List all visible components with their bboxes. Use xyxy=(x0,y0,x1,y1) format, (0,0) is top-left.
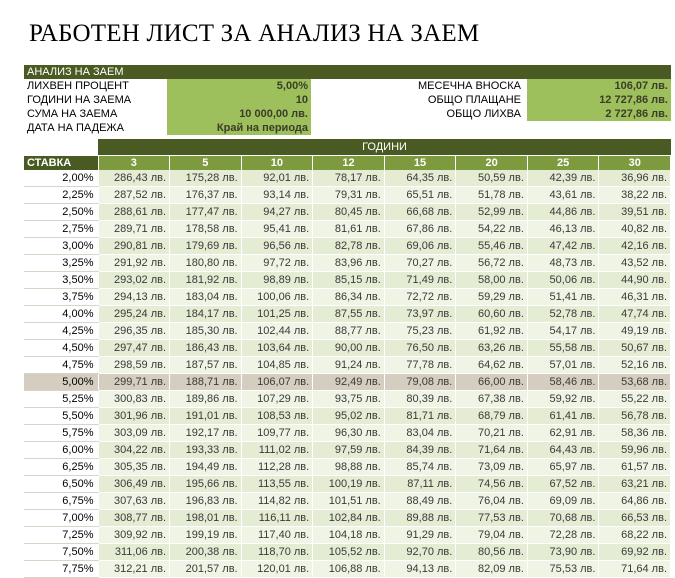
payment-cell[interactable]: 298,59 лв. xyxy=(98,357,170,374)
payment-cell[interactable]: 104,18 лв. xyxy=(313,527,385,544)
payment-cell[interactable]: 62,91 лв. xyxy=(527,425,599,442)
rate-cell[interactable]: 6,00% xyxy=(24,442,98,459)
payment-cell[interactable]: 196,83 лв. xyxy=(170,493,242,510)
payment-cell[interactable]: 52,99 лв. xyxy=(456,204,528,221)
payment-cell[interactable]: 64,35 лв. xyxy=(384,170,456,187)
payment-cell[interactable]: 289,71 лв. xyxy=(98,221,170,238)
year-column-header: 20 xyxy=(456,156,528,170)
payment-cell[interactable]: 75,23 лв. xyxy=(384,323,456,340)
payment-cell[interactable]: 51,78 лв. xyxy=(456,187,528,204)
payment-cell[interactable]: 286,43 лв. xyxy=(98,170,170,187)
loan-summary xyxy=(24,79,671,135)
rate-cell[interactable]: 7,25% xyxy=(24,527,98,544)
payment-cell[interactable]: 186,43 лв. xyxy=(170,340,242,357)
payment-cell[interactable]: 80,39 лв. xyxy=(384,391,456,408)
payment-cell[interactable]: 50,06 лв. xyxy=(527,272,599,289)
payment-cell[interactable]: 92,70 лв. xyxy=(384,544,456,561)
total-payment-label: ОБЩО ПЛАЩАНЕ xyxy=(427,94,521,106)
payment-cell[interactable]: 79,08 лв. xyxy=(384,374,456,391)
rate-cell[interactable]: 5,75% xyxy=(24,425,98,442)
payment-cell[interactable]: 177,47 лв. xyxy=(170,204,242,221)
payment-cell[interactable]: 49,19 лв. xyxy=(599,323,671,340)
payment-cell[interactable]: 57,01 лв. xyxy=(527,357,599,374)
year-column-header: 3 xyxy=(98,156,170,170)
rate-cell[interactable]: 7,50% xyxy=(24,544,98,561)
payment-cell[interactable]: 102,44 лв. xyxy=(241,323,313,340)
payment-cell[interactable]: 199,19 лв. xyxy=(170,527,242,544)
payment-cell[interactable]: 85,74 лв. xyxy=(384,459,456,476)
payment-cell[interactable]: 86,34 лв. xyxy=(313,289,385,306)
payment-cell[interactable]: 112,28 лв. xyxy=(241,459,313,476)
table-row xyxy=(24,476,671,493)
payment-cell[interactable]: 304,22 лв. xyxy=(98,442,170,459)
rate-cell[interactable]: 6,75% xyxy=(24,493,98,510)
payment-cell[interactable]: 97,72 лв. xyxy=(241,255,313,272)
monthly-payment-label: МЕСЕЧНА ВНОСКА xyxy=(418,80,521,92)
payment-cell[interactable]: 114,82 лв. xyxy=(241,493,313,510)
payment-cell[interactable]: 76,50 лв. xyxy=(384,340,456,357)
payment-cell[interactable]: 66,68 лв. xyxy=(384,204,456,221)
payment-cell[interactable]: 55,58 лв. xyxy=(527,340,599,357)
rate-cell[interactable]: 5,25% xyxy=(24,391,98,408)
payment-cell[interactable]: 59,29 лв. xyxy=(456,289,528,306)
payment-cell[interactable]: 46,13 лв. xyxy=(527,221,599,238)
payment-cell[interactable]: 306,49 лв. xyxy=(98,476,170,493)
table-row xyxy=(24,306,671,323)
payment-cell[interactable]: 85,15 лв. xyxy=(313,272,385,289)
payment-cell[interactable]: 193,33 лв. xyxy=(170,442,242,459)
interest-rate-input[interactable]: 5,00% xyxy=(167,79,311,93)
rate-cell[interactable]: 3,50% xyxy=(24,272,98,289)
payment-cell[interactable]: 80,56 лв. xyxy=(456,544,528,561)
due-date-label: ДАТА НА ПАДЕЖА xyxy=(27,122,124,134)
payment-cell[interactable]: 76,04 лв. xyxy=(456,493,528,510)
payment-cell[interactable]: 55,46 лв. xyxy=(456,238,528,255)
interest-rate-label: ЛИХВЕН ПРОЦЕНТ xyxy=(27,80,129,92)
table-row xyxy=(24,323,671,340)
payment-cell[interactable]: 84,39 лв. xyxy=(384,442,456,459)
payment-cell[interactable]: 200,38 лв. xyxy=(170,544,242,561)
payment-cell[interactable]: 303,09 лв. xyxy=(98,425,170,442)
payment-cell[interactable]: 77,53 лв. xyxy=(456,510,528,527)
payment-cell[interactable]: 50,59 лв. xyxy=(456,170,528,187)
payment-cell[interactable]: 307,63 лв. xyxy=(98,493,170,510)
payment-cell[interactable]: 70,27 лв. xyxy=(384,255,456,272)
payment-cell[interactable]: 92,01 лв. xyxy=(241,170,313,187)
payment-cell[interactable]: 308,77 лв. xyxy=(98,510,170,527)
payment-cell[interactable]: 67,52 лв. xyxy=(527,476,599,493)
loan-amount-label: СУМА НА ЗАЕМА xyxy=(27,108,118,120)
table-row xyxy=(24,391,671,408)
payment-cell[interactable]: 65,97 лв. xyxy=(527,459,599,476)
table-row xyxy=(24,527,671,544)
payment-cell[interactable]: 43,52 лв. xyxy=(599,255,671,272)
page-title: РАБОТЕН ЛИСТ ЗА АНАЛИЗ НА ЗАЕМ xyxy=(29,20,480,47)
years-header: ГОДИНИ xyxy=(98,139,671,155)
total-interest-value[interactable]: 2 727,86 лв. xyxy=(527,107,671,121)
payment-cell[interactable]: 94,13 лв. xyxy=(384,561,456,578)
table-header-row xyxy=(24,156,671,170)
loan-amount-input[interactable]: 10 000,00 лв. xyxy=(167,107,311,121)
payment-cell[interactable]: 59,92 лв. xyxy=(527,391,599,408)
table-row xyxy=(24,238,671,255)
payment-cell[interactable]: 73,90 лв. xyxy=(527,544,599,561)
summary-row-interest xyxy=(24,79,671,93)
table-row xyxy=(24,493,671,510)
payment-cell[interactable]: 176,37 лв. xyxy=(170,187,242,204)
payment-cell[interactable]: 97,59 лв. xyxy=(313,442,385,459)
rate-cell[interactable]: 2,00% xyxy=(24,170,98,187)
total-interest-label: ОБЩО ЛИХВА xyxy=(446,108,521,120)
payment-cell[interactable]: 67,86 лв. xyxy=(384,221,456,238)
due-date-select[interactable]: Край на периода xyxy=(167,121,311,135)
monthly-payment-value[interactable]: 106,07 лв. xyxy=(527,79,671,93)
payment-cell[interactable]: 68,79 лв. xyxy=(456,408,528,425)
year-column-header: 15 xyxy=(384,156,456,170)
payment-cell[interactable]: 72,28 лв. xyxy=(527,527,599,544)
payment-cell[interactable]: 116,11 лв. xyxy=(241,510,313,527)
payment-cell[interactable]: 48,73 лв. xyxy=(527,255,599,272)
payment-cell[interactable]: 42,16 лв. xyxy=(599,238,671,255)
payment-cell[interactable]: 63,26 лв. xyxy=(456,340,528,357)
payment-cell[interactable]: 36,96 лв. xyxy=(599,170,671,187)
payment-cell[interactable]: 54,17 лв. xyxy=(527,323,599,340)
payment-cell[interactable]: 50,67 лв. xyxy=(599,340,671,357)
payment-cell[interactable]: 59,96 лв. xyxy=(599,442,671,459)
payment-cell[interactable]: 194,49 лв. xyxy=(170,459,242,476)
payment-cell[interactable]: 58,36 лв. xyxy=(599,425,671,442)
payment-cell[interactable]: 75,53 лв. xyxy=(527,561,599,578)
payment-cell[interactable]: 61,57 лв. xyxy=(599,459,671,476)
payment-cell[interactable]: 70,68 лв. xyxy=(527,510,599,527)
payment-cell[interactable]: 100,06 лв. xyxy=(241,289,313,306)
rate-cell[interactable]: 6,25% xyxy=(24,459,98,476)
payment-cell[interactable]: 98,89 лв. xyxy=(241,272,313,289)
payment-cell[interactable]: 71,49 лв. xyxy=(384,272,456,289)
rate-column-header: СТАВКА xyxy=(24,156,98,170)
summary-row-amount xyxy=(24,107,671,121)
payment-cell[interactable]: 95,02 лв. xyxy=(313,408,385,425)
payment-cell[interactable]: 299,71 лв. xyxy=(98,374,170,391)
payment-cell[interactable]: 87,11 лв. xyxy=(384,476,456,493)
payment-cell[interactable]: 109,77 лв. xyxy=(241,425,313,442)
payment-cell[interactable]: 87,55 лв. xyxy=(313,306,385,323)
payment-cell[interactable]: 95,41 лв. xyxy=(241,221,313,238)
payment-cell[interactable]: 69,09 лв. xyxy=(527,493,599,510)
payment-cell[interactable]: 106,88 лв. xyxy=(313,561,385,578)
table-row xyxy=(24,425,671,442)
payment-cell[interactable]: 93,14 лв. xyxy=(241,187,313,204)
rate-cell[interactable]: 3,25% xyxy=(24,255,98,272)
payment-cell[interactable]: 44,86 лв. xyxy=(527,204,599,221)
payment-cell[interactable]: 60,60 лв. xyxy=(456,306,528,323)
payment-cell[interactable]: 187,57 лв. xyxy=(170,357,242,374)
payment-cell[interactable]: 184,17 лв. xyxy=(170,306,242,323)
payment-cell[interactable]: 79,04 лв. xyxy=(456,527,528,544)
payment-cell[interactable]: 43,61 лв. xyxy=(527,187,599,204)
rate-cell[interactable]: 2,25% xyxy=(24,187,98,204)
summary-row-years xyxy=(24,93,671,107)
payment-cell[interactable]: 40,82 лв. xyxy=(599,221,671,238)
payment-cell[interactable]: 54,22 лв. xyxy=(456,221,528,238)
payment-cell[interactable]: 71,64 лв. xyxy=(599,561,671,578)
payment-cell[interactable]: 188,71 лв. xyxy=(170,374,242,391)
payment-cell[interactable]: 294,13 лв. xyxy=(98,289,170,306)
summary-row-due xyxy=(24,121,671,135)
payment-cell[interactable]: 39,51 лв. xyxy=(599,204,671,221)
payment-cell[interactable]: 47,42 лв. xyxy=(527,238,599,255)
rate-cell[interactable]: 3,75% xyxy=(24,289,98,306)
rate-cell[interactable]: 7,75% xyxy=(24,561,98,578)
payment-cell[interactable]: 61,92 лв. xyxy=(456,323,528,340)
payment-cell[interactable]: 191,01 лв. xyxy=(170,408,242,425)
payment-cell[interactable]: 74,56 лв. xyxy=(456,476,528,493)
payment-cell[interactable]: 198,01 лв. xyxy=(170,510,242,527)
table-row xyxy=(24,340,671,357)
table-row xyxy=(24,510,671,527)
payment-cell[interactable]: 111,02 лв. xyxy=(241,442,313,459)
loan-analysis-header: АНАЛИЗ НА ЗАЕМ xyxy=(24,65,671,79)
payment-cell[interactable]: 290,81 лв. xyxy=(98,238,170,255)
payment-cell[interactable]: 81,71 лв. xyxy=(384,408,456,425)
payment-cell[interactable]: 107,29 лв. xyxy=(241,391,313,408)
payment-cell[interactable]: 117,40 лв. xyxy=(241,527,313,544)
rate-cell[interactable]: 3,00% xyxy=(24,238,98,255)
payment-cell[interactable]: 66,53 лв. xyxy=(599,510,671,527)
payment-cell[interactable]: 293,02 лв. xyxy=(98,272,170,289)
rate-cell[interactable]: 4,00% xyxy=(24,306,98,323)
payment-cell[interactable]: 105,52 лв. xyxy=(313,544,385,561)
payment-cell[interactable]: 288,61 лв. xyxy=(98,204,170,221)
table-row xyxy=(24,170,671,187)
payment-cell[interactable]: 55,22 лв. xyxy=(599,391,671,408)
payment-cell[interactable]: 296,35 лв. xyxy=(98,323,170,340)
payment-cell[interactable]: 88,77 лв. xyxy=(313,323,385,340)
rate-cell[interactable]: 5,50% xyxy=(24,408,98,425)
table-row xyxy=(24,272,671,289)
payment-cell[interactable]: 38,22 лв. xyxy=(599,187,671,204)
payment-cell[interactable]: 61,41 лв. xyxy=(527,408,599,425)
payment-cell[interactable]: 175,28 лв. xyxy=(170,170,242,187)
payment-cell[interactable]: 56,78 лв. xyxy=(599,408,671,425)
payment-cell[interactable]: 106,07 лв. xyxy=(241,374,313,391)
payment-cell[interactable]: 90,00 лв. xyxy=(313,340,385,357)
payment-cell[interactable]: 73,09 лв. xyxy=(456,459,528,476)
payment-cell[interactable]: 189,86 лв. xyxy=(170,391,242,408)
table-row xyxy=(24,357,671,374)
table-row xyxy=(24,442,671,459)
payment-cell[interactable]: 92,49 лв. xyxy=(313,374,385,391)
payment-cell[interactable]: 118,70 лв. xyxy=(241,544,313,561)
rate-cell[interactable]: 2,75% xyxy=(24,221,98,238)
rate-cell[interactable]: 6,50% xyxy=(24,476,98,493)
table-row xyxy=(24,289,671,306)
total-payment-value[interactable]: 12 727,86 лв. xyxy=(527,93,671,107)
payment-cell[interactable]: 64,62 лв. xyxy=(456,357,528,374)
payment-cell[interactable]: 44,90 лв. xyxy=(599,272,671,289)
payment-cell[interactable]: 53,68 лв. xyxy=(599,374,671,391)
payment-cell[interactable]: 88,49 лв. xyxy=(384,493,456,510)
rate-cell[interactable]: 7,00% xyxy=(24,510,98,527)
rate-cell[interactable]: 4,50% xyxy=(24,340,98,357)
payment-cell[interactable]: 185,30 лв. xyxy=(170,323,242,340)
loan-years-input[interactable]: 10 xyxy=(167,93,311,107)
payment-cell[interactable]: 291,92 лв. xyxy=(98,255,170,272)
payment-cell[interactable]: 104,85 лв. xyxy=(241,357,313,374)
payment-cell[interactable]: 82,78 лв. xyxy=(313,238,385,255)
payment-cell[interactable]: 201,57 лв. xyxy=(170,561,242,578)
payment-cell[interactable]: 94,27 лв. xyxy=(241,204,313,221)
table-row xyxy=(24,221,671,238)
table-row xyxy=(24,204,671,221)
payment-cell[interactable]: 71,64 лв. xyxy=(456,442,528,459)
payment-cell[interactable]: 179,69 лв. xyxy=(170,238,242,255)
payment-cell[interactable]: 287,52 лв. xyxy=(98,187,170,204)
payment-cell[interactable]: 73,97 лв. xyxy=(384,306,456,323)
year-column-header: 25 xyxy=(527,156,599,170)
table-row xyxy=(24,459,671,476)
payment-cell[interactable]: 96,56 лв. xyxy=(241,238,313,255)
payment-cell[interactable]: 72,72 лв. xyxy=(384,289,456,306)
payment-cell[interactable]: 42,39 лв. xyxy=(527,170,599,187)
payment-cell[interactable]: 96,30 лв. xyxy=(313,425,385,442)
payment-cell[interactable]: 51,41 лв. xyxy=(527,289,599,306)
payment-cell[interactable]: 68,22 лв. xyxy=(599,527,671,544)
payment-cell[interactable]: 89,88 лв. xyxy=(384,510,456,527)
payment-cell[interactable]: 64,86 лв. xyxy=(599,493,671,510)
table-row xyxy=(24,255,671,272)
payment-cell[interactable]: 67,38 лв. xyxy=(456,391,528,408)
payment-cell[interactable]: 46,31 лв. xyxy=(599,289,671,306)
payment-cell[interactable]: 113,55 лв. xyxy=(241,476,313,493)
payment-cell[interactable]: 64,43 лв. xyxy=(527,442,599,459)
payment-cell[interactable]: 79,31 лв. xyxy=(313,187,385,204)
payment-cell[interactable]: 69,92 лв. xyxy=(599,544,671,561)
payment-cell[interactable]: 98,88 лв. xyxy=(313,459,385,476)
payment-cell[interactable]: 297,47 лв. xyxy=(98,340,170,357)
payment-cell[interactable]: 312,21 лв. xyxy=(98,561,170,578)
year-column-header: 5 xyxy=(170,156,242,170)
payment-cell[interactable]: 180,80 лв. xyxy=(170,255,242,272)
payment-cell[interactable]: 81,61 лв. xyxy=(313,221,385,238)
payment-cell[interactable]: 80,45 лв. xyxy=(313,204,385,221)
year-column-header: 30 xyxy=(599,156,671,170)
payment-cell[interactable]: 63,21 лв. xyxy=(599,476,671,493)
payment-cell[interactable]: 100,19 лв. xyxy=(313,476,385,493)
payment-cell[interactable]: 93,75 лв. xyxy=(313,391,385,408)
payment-cell[interactable]: 301,96 лв. xyxy=(98,408,170,425)
rate-cell[interactable]: 4,75% xyxy=(24,357,98,374)
payment-cell[interactable]: 77,78 лв. xyxy=(384,357,456,374)
payment-cell[interactable]: 58,46 лв. xyxy=(527,374,599,391)
payment-cell[interactable]: 52,16 лв. xyxy=(599,357,671,374)
payment-cell[interactable]: 178,58 лв. xyxy=(170,221,242,238)
payment-cell[interactable]: 47,74 лв. xyxy=(599,306,671,323)
rate-cell[interactable]: 4,25% xyxy=(24,323,98,340)
payment-cell[interactable]: 65,51 лв. xyxy=(384,187,456,204)
payment-cell[interactable]: 120,01 лв. xyxy=(241,561,313,578)
rate-cell[interactable]: 2,50% xyxy=(24,204,98,221)
payment-cell[interactable]: 56,72 лв. xyxy=(456,255,528,272)
table-body xyxy=(24,170,671,578)
payment-cell[interactable]: 69,06 лв. xyxy=(384,238,456,255)
payment-cell[interactable]: 183,04 лв. xyxy=(170,289,242,306)
payment-cell[interactable]: 78,17 лв. xyxy=(313,170,385,187)
rate-cell[interactable]: 5,00% xyxy=(24,374,98,391)
table-row xyxy=(24,408,671,425)
payment-cell[interactable]: 66,00 лв. xyxy=(456,374,528,391)
loan-years-label: ГОДИНИ НА ЗАЕМА xyxy=(27,94,132,106)
payment-cell[interactable]: 300,83 лв. xyxy=(98,391,170,408)
payment-cell[interactable]: 305,35 лв. xyxy=(98,459,170,476)
payment-cell[interactable]: 91,29 лв. xyxy=(384,527,456,544)
payment-cell[interactable]: 70,21 лв. xyxy=(456,425,528,442)
payment-cell[interactable]: 195,66 лв. xyxy=(170,476,242,493)
year-column-header: 10 xyxy=(241,156,313,170)
payment-cell[interactable]: 91,24 лв. xyxy=(313,357,385,374)
table-row xyxy=(24,561,671,578)
payment-cell[interactable]: 101,51 лв. xyxy=(313,493,385,510)
payment-cell[interactable]: 108,53 лв. xyxy=(241,408,313,425)
table-row xyxy=(24,544,671,561)
payment-cell[interactable]: 82,09 лв. xyxy=(456,561,528,578)
payment-table xyxy=(24,156,671,578)
payment-cell[interactable]: 102,84 лв. xyxy=(313,510,385,527)
payment-cell[interactable]: 83,96 лв. xyxy=(313,255,385,272)
year-column-header: 12 xyxy=(313,156,385,170)
table-row xyxy=(24,187,671,204)
payment-cell[interactable]: 295,24 лв. xyxy=(98,306,170,323)
payment-cell[interactable]: 311,06 лв. xyxy=(98,544,170,561)
payment-cell[interactable]: 192,17 лв. xyxy=(170,425,242,442)
payment-cell[interactable]: 103,64 лв. xyxy=(241,340,313,357)
payment-cell[interactable]: 309,92 лв. xyxy=(98,527,170,544)
payment-cell[interactable]: 58,00 лв. xyxy=(456,272,528,289)
payment-cell[interactable]: 181,92 лв. xyxy=(170,272,242,289)
payment-cell[interactable]: 101,25 лв. xyxy=(241,306,313,323)
payment-cell[interactable]: 52,78 лв. xyxy=(527,306,599,323)
payment-cell[interactable]: 83,04 лв. xyxy=(384,425,456,442)
table-row xyxy=(24,374,671,391)
